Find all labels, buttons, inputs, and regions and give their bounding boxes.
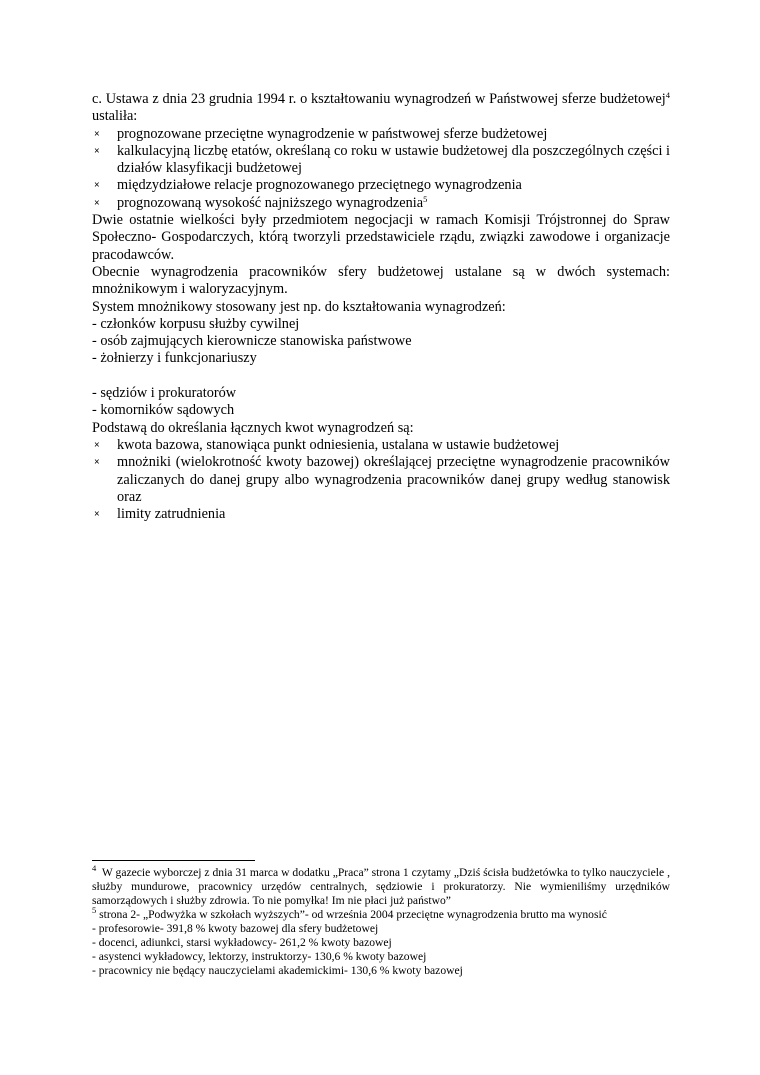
bullet-list-2 [92,437,670,523]
footnote-separator [92,860,255,861]
bullet-list-1 [92,126,670,212]
paragraph-multiplier: System mnożnikowy stosowany jest np. do kształtowania wynagrodzeń: [92,298,506,315]
footnote-ref-5[interactable]: 5 [423,193,428,204]
cross-bullet-icon: × [94,509,100,521]
footnote-text: strona 2- „Podwyżka w szkołach wyższych”- od września 2004 przeciętne wynagrodzenia brutto ma wynosić [99,908,607,921]
dash-item: - żołnierzy i funkcjonariuszy [92,350,257,367]
intro-paragraph [92,91,670,126]
blank-line [92,368,670,385]
dash-item: - sędziów i prokuratorów [92,385,237,402]
footnote-ref-4[interactable]: 4 [665,90,670,100]
list-item: × mnożniki (wielokrotność kwoty bazowej) określającej przeciętne wynagrodzenie pracowników zaliczanych do danej grupy albo wynagrodzenia pracowników danej grupy według stanowisk oraz [94,454,670,505]
document-body [92,91,670,523]
list-item: × limity zatrudnienia [94,506,226,523]
list-item: × międzydziałowe relacje prognozowanego przeciętnego wynagrodzenia [94,177,522,194]
paragraph-commission: Dwie ostatnie wielkości były przedmiotem negocjacji w ramach Komisji Trójstronnej do Spraw Społeczno- Gospodarczych, którą tworzyli przedstawiciele rządu, związki zawodowe i organizacje pracodawców. [92,212,670,263]
list-item: × prognozowane przeciętne wynagrodzenie w państwowej sferze budżetowej [94,125,548,142]
cross-bullet-icon: × [94,180,100,192]
footnote-4 [92,863,670,908]
footnote-number: 5 [92,905,97,915]
dash-item: - komorników sądowych [92,402,235,419]
cross-bullet-icon: × [94,145,100,157]
paragraph-systems: Obecnie wynagrodzenia pracowników sfery budżetowej ustalane są w dwóch systemach: mnożnikowym i waloryzacyjnym. [92,263,670,298]
footnote-line: - profesorowie- 391,8 % kwoty bazowej dla sfery budżetowej [92,922,379,935]
footnote-line: - asystenci wykładowcy, lektorzy, instruktorzy- 130,6 % kwoty bazowej [92,950,427,963]
cross-bullet-icon: × [94,197,100,209]
footnote-line: - docenci, adiunkci, starsi wykładowcy- 261,2 % kwoty bazowej [92,936,392,949]
cross-bullet-icon: × [94,457,100,469]
cross-bullet-icon: × [94,439,100,451]
list-item: × prognozowaną wysokość najniższego wynagrodzenia$^5$ [94,193,428,211]
list-item: × kwota bazowa, stanowiąca punkt odniesienia, ustalana w ustawie budżetowej [94,436,560,453]
intro-text-end: ustaliła: [92,108,138,125]
footnotes [92,863,670,978]
footnote-number: 4 [92,863,97,873]
list-item: × kalkulacyjną liczbę etatów, określaną co roku w ustawie budżetowej dla poszczególnych części i działów klasyfikacji budżetowej [94,142,670,177]
paragraph-basis: Podstawą do określania łącznych kwot wynagrodzeń są: [92,419,414,436]
dash-item: - członków korpusu służby cywilnej [92,315,300,332]
dash-item: - osób zajmujących kierownicze stanowiska państwowe [92,333,412,350]
cross-bullet-icon: × [94,128,100,140]
footnote-5 [92,905,670,922]
intro-text: c. Ustawa z dnia 23 grudnia 1994 r. o kształtowaniu wynagrodzeń w Państwowej sferze budżetowej [92,91,666,107]
footnote-text: W gazecie wyborczej z dnia 31 marca w dodatku „Praca” strona 1 czytamy „Dziś ścisła budżetówka to tylko nauczyciele , służby mundurowe, pracownicy urzędów centralnych, sędziowie i prokuratorzy. Nie wymieniliśmy urzędników samorządowych i służby zdrowia. To nie pomyłka! Im nie płaci już państwo” [92,866,670,907]
footnote-line: - pracownicy nie będący nauczycielami akademickimi- 130,6 % kwoty bazowej [92,964,463,977]
